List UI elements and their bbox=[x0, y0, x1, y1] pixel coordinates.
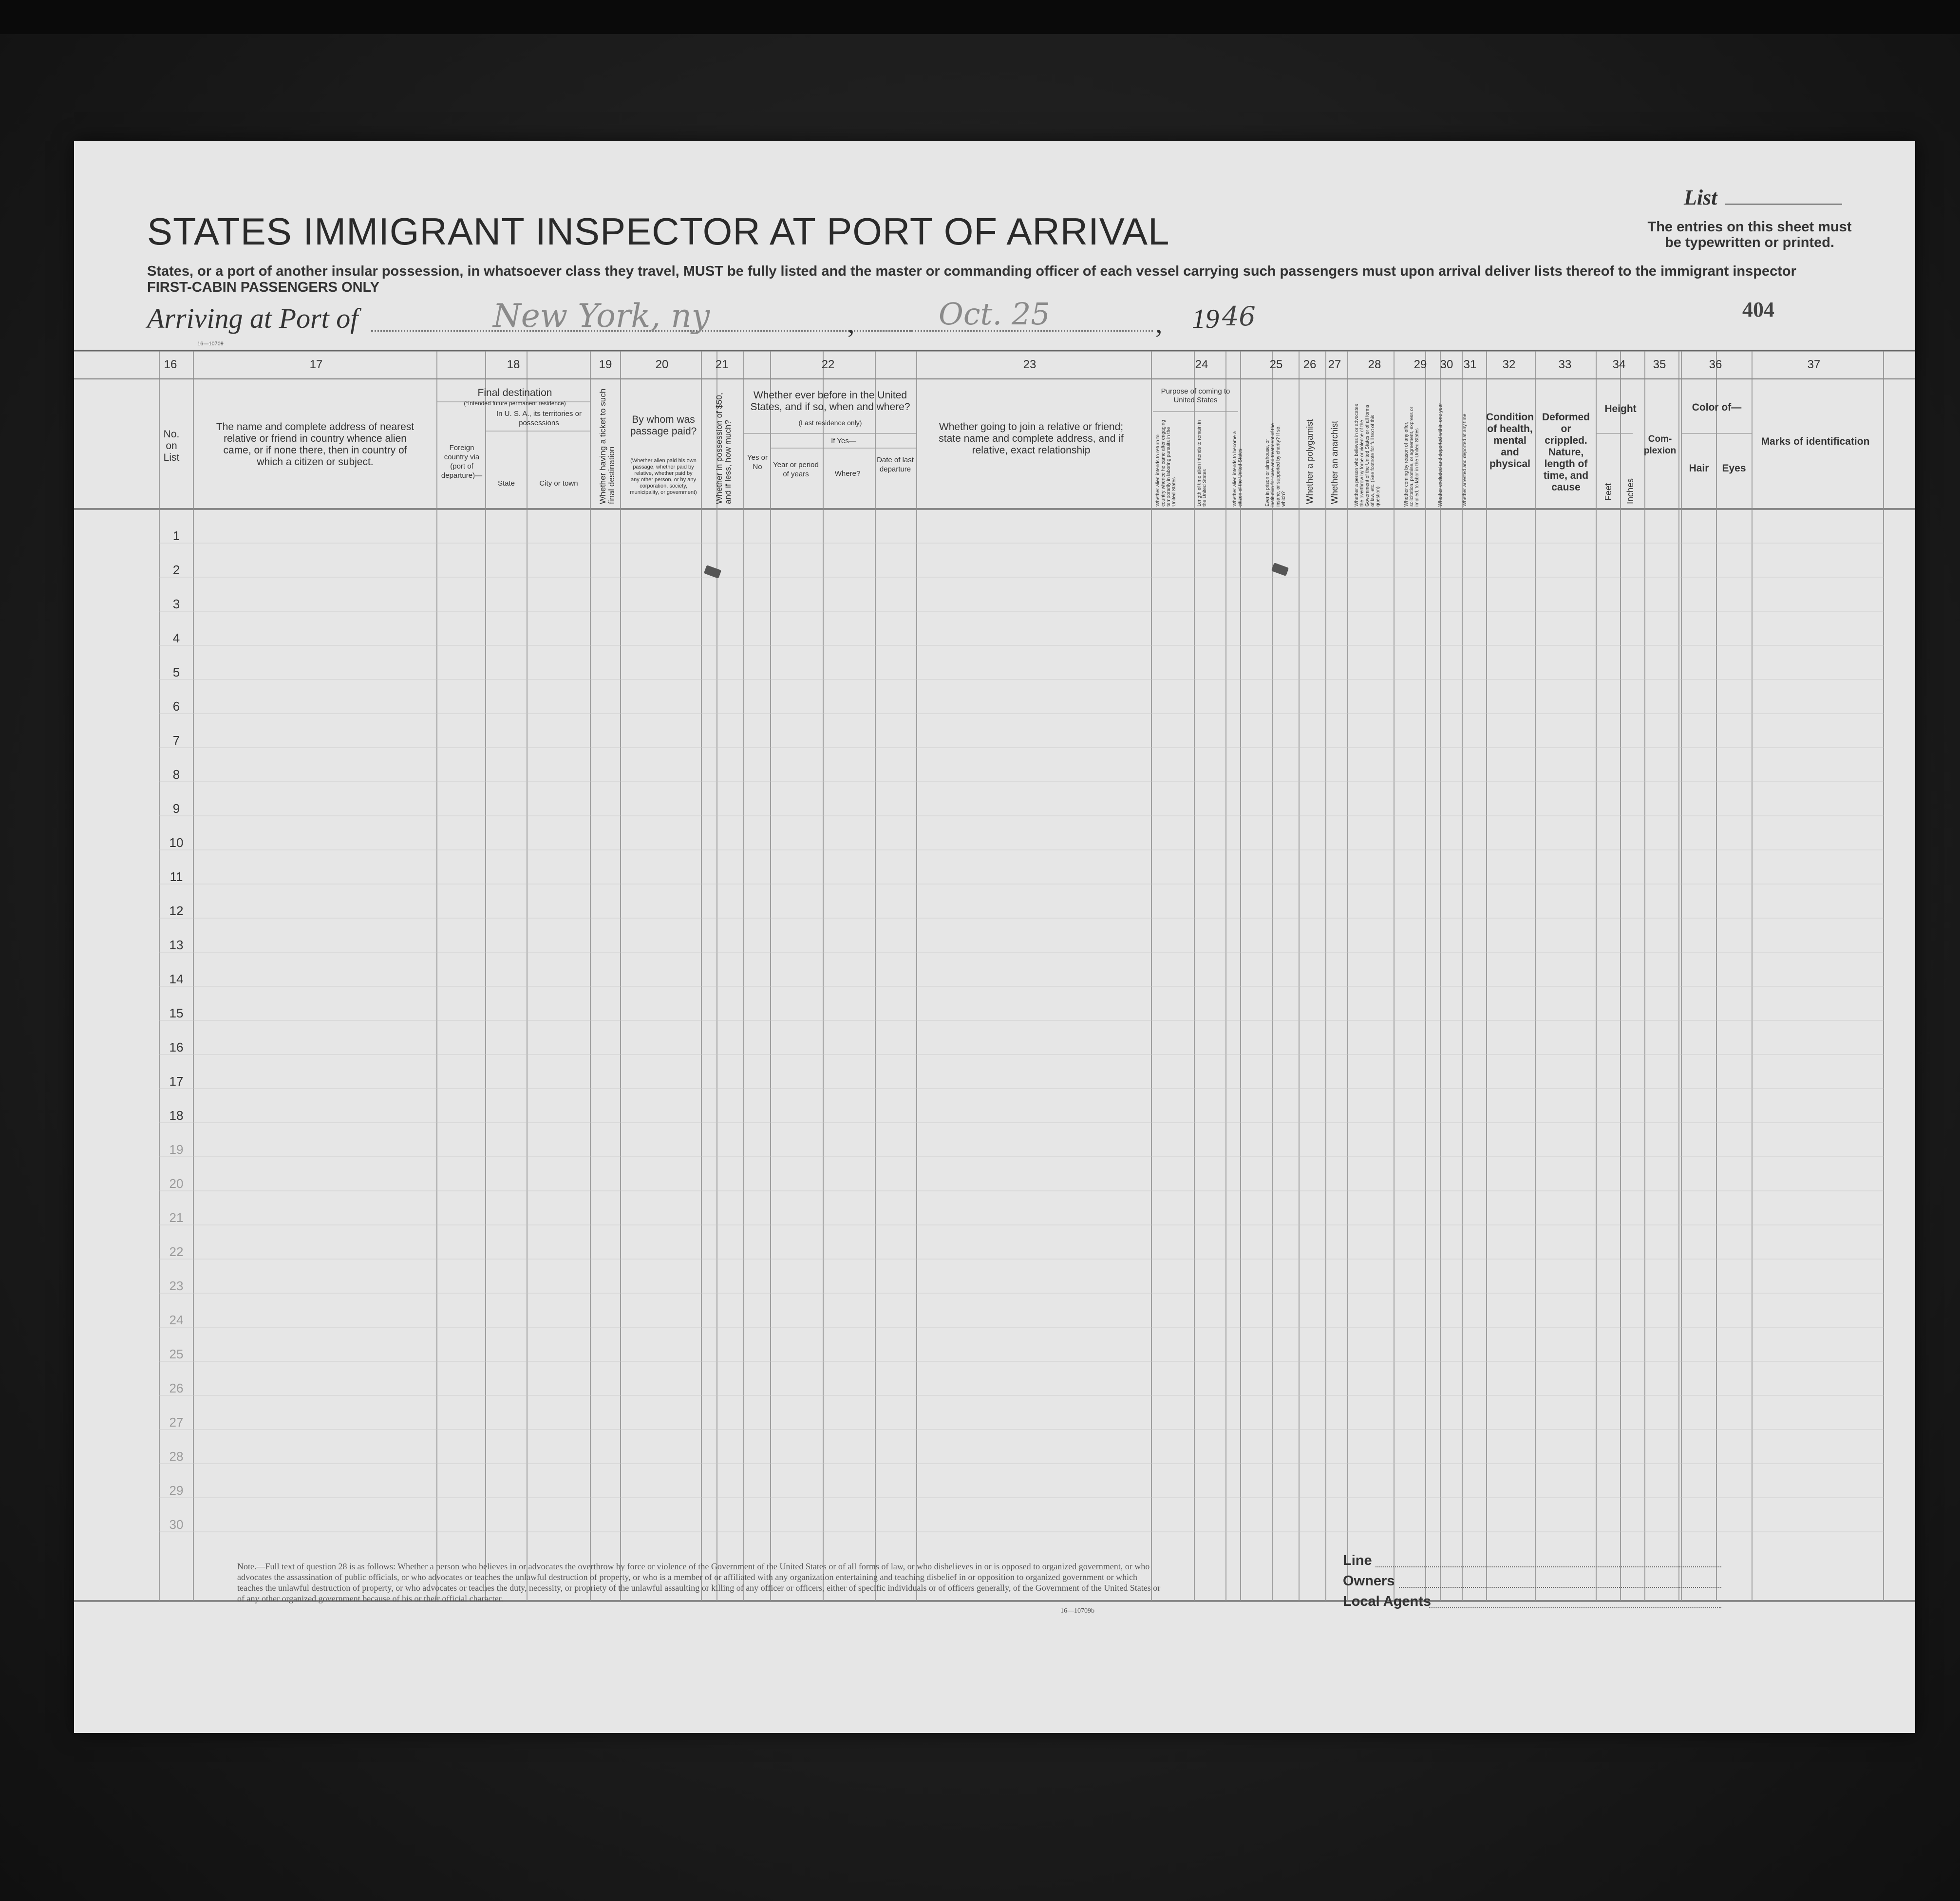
header-excluded: Whether excluded and deported within one year bbox=[1438, 403, 1443, 507]
row-number: 23 bbox=[169, 1279, 184, 1293]
column-number: 25 bbox=[1269, 358, 1283, 371]
row-number: 8 bbox=[172, 767, 180, 782]
row-number: 17 bbox=[169, 1074, 184, 1089]
form-code: 16—10709 bbox=[197, 341, 224, 347]
document-title: STATES IMMIGRANT INSPECTOR AT PORT OF ARRIVAL bbox=[147, 210, 1170, 253]
row-number: 3 bbox=[172, 597, 180, 611]
header-if-yes: If Yes— bbox=[831, 437, 856, 445]
row-number: 5 bbox=[172, 665, 180, 679]
film-smudge bbox=[1271, 563, 1289, 576]
column-number: 29 bbox=[1413, 358, 1427, 371]
header-nearest-relative: The name and complete address of nearest relative or friend in country whence alien came, or if none there, then in country of which a citizen or subject. bbox=[216, 421, 415, 468]
header-where: Where? bbox=[834, 470, 861, 478]
row-number: 11 bbox=[170, 869, 183, 884]
header-complexion: Com-plexion bbox=[1643, 434, 1677, 456]
owners-dotted-line bbox=[1399, 1587, 1721, 1588]
row-number: 21 bbox=[169, 1210, 184, 1225]
header-height: Height bbox=[1604, 403, 1637, 414]
header-prison: Ever in prison or almshouse, or institution for care and treatment of the insane, or supported by charity? If so, which? bbox=[1265, 423, 1286, 507]
row-number: 4 bbox=[172, 631, 180, 645]
header-ever-before: Whether ever before in the United States, and if so, when and where? bbox=[750, 390, 910, 413]
list-label: List bbox=[1684, 186, 1717, 209]
line-label: Line bbox=[1343, 1553, 1372, 1568]
owners-label: Owners bbox=[1343, 1573, 1395, 1589]
cabin-class-label: FIRST-CABIN PASSENGERS ONLY bbox=[147, 280, 379, 295]
header-date-departure: Date of last departure bbox=[877, 456, 914, 473]
header-passage-paid-sub: (Whether alien paid his own passage, whether paid by relative, whether paid by any other person, or by any corporation, society, municipality, or government) bbox=[630, 458, 697, 495]
row-number: 29 bbox=[169, 1483, 184, 1498]
manifest-sheet bbox=[74, 141, 1915, 1733]
header-fifty-dollars: Whether in possession of $50, and if less, how much? bbox=[715, 393, 733, 504]
header-purpose: Purpose of coming to United States bbox=[1161, 387, 1230, 404]
row-number: 28 bbox=[169, 1449, 184, 1464]
list-number-line bbox=[1725, 204, 1842, 205]
column-number: 19 bbox=[599, 358, 612, 371]
local-agents-label: Local Agents bbox=[1343, 1594, 1432, 1609]
column-number: 24 bbox=[1195, 358, 1208, 371]
column-number: 17 bbox=[309, 358, 323, 371]
row-number: 30 bbox=[169, 1517, 184, 1532]
header-color-of: Color of— bbox=[1692, 402, 1742, 413]
header-city: City or town bbox=[539, 479, 578, 488]
row-number: 18 bbox=[169, 1108, 184, 1123]
column-number: 22 bbox=[821, 358, 835, 371]
header-purpose-b: Length of time alien intends to remain in the United States bbox=[1197, 420, 1207, 507]
row-number: 15 bbox=[169, 1006, 184, 1020]
row-number: 1 bbox=[172, 528, 180, 543]
row-number: 26 bbox=[169, 1381, 184, 1395]
row-number: 7 bbox=[172, 733, 180, 748]
header-arrested: Whether arrested and deported at any time bbox=[1462, 414, 1468, 507]
year-printed: 19 bbox=[1192, 304, 1219, 334]
column-number: 34 bbox=[1612, 358, 1626, 371]
row-number: 2 bbox=[172, 563, 180, 577]
comma: , bbox=[848, 307, 855, 339]
row-number: 19 bbox=[169, 1142, 184, 1157]
header-labor-offer: Whether coming by reason of any offer, solicitation, promise, or agreement, express or implied, to labor in the United States bbox=[1404, 406, 1420, 507]
row-number: 25 bbox=[169, 1347, 184, 1361]
instructions-text: States, or a port of another insular possession, in whatsoever class they travel, MUST be fully listed and the master or commanding officer of each vessel carrying such passengers must upon arrival deliver lists thereof to the immigrant inspector bbox=[147, 264, 1796, 279]
column-number: 18 bbox=[507, 358, 520, 371]
arriving-label: Arriving at Port of bbox=[147, 302, 358, 334]
row-number: 24 bbox=[169, 1313, 184, 1327]
column-number: 32 bbox=[1502, 358, 1516, 371]
column-number: 20 bbox=[655, 358, 669, 371]
row-number: 12 bbox=[169, 903, 184, 918]
column-number: 21 bbox=[715, 358, 729, 371]
header-yes-or-no: Yes or No bbox=[747, 453, 768, 471]
header-join-relative: Whether going to join a relative or friend; state name and complete address, and if relative, exact relationship bbox=[939, 421, 1124, 456]
column-number: 23 bbox=[1023, 358, 1037, 371]
header-state: State bbox=[497, 479, 515, 488]
header-in-usa: In U. S. A., its territories or possessions bbox=[496, 410, 582, 427]
header-anarchist: Whether an anarchist bbox=[1330, 420, 1339, 504]
year-handwritten: 46 bbox=[1222, 301, 1256, 332]
film-smudge bbox=[704, 565, 721, 579]
column-number: 36 bbox=[1709, 358, 1722, 371]
row-number: 6 bbox=[172, 699, 180, 714]
column-number: 35 bbox=[1653, 358, 1666, 371]
header-overthrow: Whether a person who believes in or advocates the overthrow by force or violence of the Government of the United States or of all forms of law, etc. (See footnote for full text of this question) bbox=[1354, 404, 1381, 507]
column-number: 37 bbox=[1807, 358, 1821, 371]
line-dotted-line bbox=[1376, 1566, 1721, 1567]
header-final-destination-sub: (*Intended future permanent residence) bbox=[464, 400, 566, 407]
header-feet: Feet bbox=[1603, 483, 1613, 501]
header-purpose-c: Whether alien intends to become a citizen of the United States bbox=[1232, 431, 1243, 507]
question-28-note bbox=[237, 1561, 1163, 1604]
date-handwritten: Oct. 25 bbox=[939, 296, 1050, 332]
header-foreign-country: Foreign country via (port of departure)— bbox=[441, 444, 483, 480]
row-number: 9 bbox=[172, 801, 180, 816]
note-text: —Full text of question 28 is as follows: Whether a person who believes in or advocates the overthrow by force or violence of the Government of the United States or of all forms of law, or who disbelieves in or is opposed to organized government, or who advocates the assassination of public officials, or who advocates or teaches the unlawful destruction of property, or who is a member of or affiliated with any organization entertaining and teaching disbelief in or opposition to organized government or which teaches the unlawful destruction of property, or who advocates or teaches the duty, necessity, or propriety of the unlawful assaulting or killing of any officer or officers, either of specific individuals or of officers generally, of the Government of the United States or of any other organized government because of his or their official character. bbox=[237, 1562, 1161, 1603]
header-eyes: Eyes bbox=[1722, 463, 1746, 474]
header-hair: Hair bbox=[1689, 463, 1709, 474]
column-number: 33 bbox=[1558, 358, 1572, 371]
row-number: 20 bbox=[169, 1176, 184, 1191]
sheet-number: 404 bbox=[1742, 298, 1774, 321]
column-number: 31 bbox=[1463, 358, 1477, 371]
typewritten-note: The entries on this sheet must be typewritten or printed. bbox=[1647, 219, 1852, 250]
row-number: 22 bbox=[169, 1244, 184, 1259]
header-purpose-a: Whether alien intends to return to country whence he came after engaging temporarily in laboring pursuits in the United States bbox=[1155, 420, 1177, 507]
row-number: 16 bbox=[169, 1040, 184, 1054]
header-period: Year or period of years bbox=[773, 461, 819, 478]
column-number: 16 bbox=[164, 358, 177, 371]
column-number: 30 bbox=[1440, 358, 1453, 371]
header-passage-paid: By whom was passage paid? bbox=[630, 414, 697, 437]
note-form-code: 16—10709b bbox=[1060, 1607, 1094, 1615]
form-grid bbox=[74, 141, 1915, 1733]
note-label: Note. bbox=[237, 1562, 257, 1571]
port-handwritten: New York, ny bbox=[493, 297, 710, 335]
row-number: 13 bbox=[169, 938, 184, 952]
header-marks: Marks of identification bbox=[1761, 436, 1870, 447]
header-last-residence: (Last residence only) bbox=[798, 419, 862, 427]
header-polygamist: Whether a polygamist bbox=[1305, 419, 1315, 504]
header-health: Condition of health, mental and physical bbox=[1486, 412, 1534, 470]
header-deformed: Deformed or crippled. Nature, length of time, and cause bbox=[1542, 412, 1590, 493]
row-number: 10 bbox=[169, 835, 184, 850]
comma: , bbox=[1155, 307, 1163, 339]
header-final-destination: Final destination bbox=[477, 387, 552, 398]
header-no-on-list: No. on List bbox=[163, 429, 180, 463]
row-number: 27 bbox=[169, 1415, 184, 1430]
column-number: 28 bbox=[1368, 358, 1381, 371]
film-frame-edge bbox=[0, 0, 1960, 34]
header-inches: Inches bbox=[1625, 478, 1635, 504]
header-ticket: Whether having a ticket to such final destination bbox=[598, 388, 616, 504]
column-number: 26 bbox=[1303, 358, 1317, 371]
column-number: 27 bbox=[1328, 358, 1341, 371]
row-number: 14 bbox=[169, 972, 184, 986]
local-agents-dotted-line bbox=[1429, 1607, 1721, 1608]
